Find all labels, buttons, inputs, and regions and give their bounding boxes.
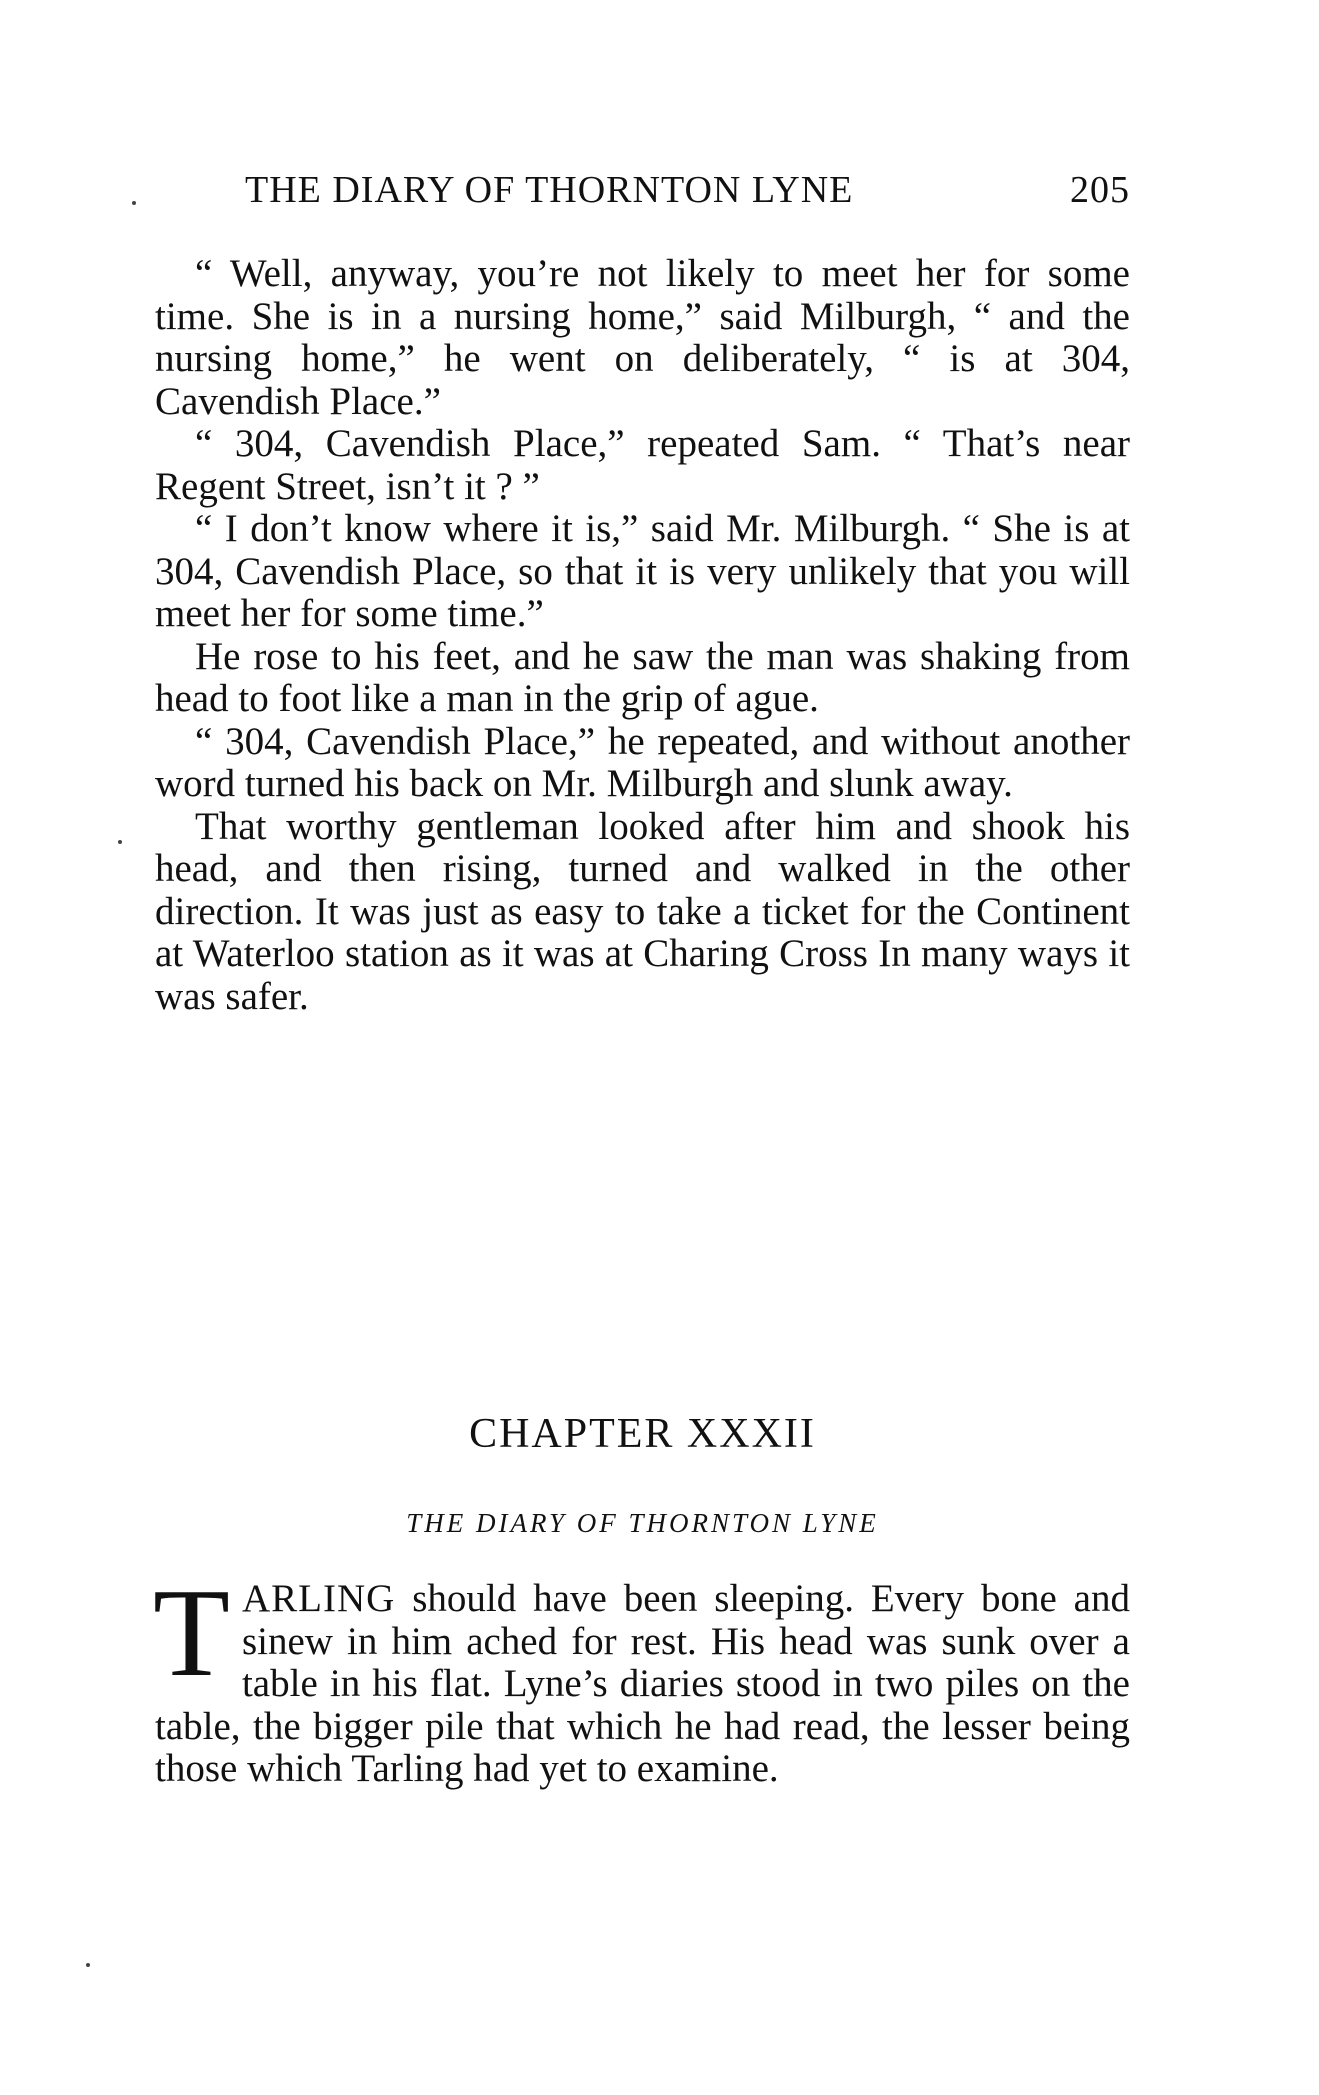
running-head-title: THE DIARY OF THORNTON LYNE bbox=[245, 169, 854, 211]
paragraph: “ 304, Cavendish Place,” he repeated, and without another word turned his back on Mr. Milburgh and slunk away. bbox=[155, 719, 1130, 805]
scan-speck bbox=[118, 840, 122, 844]
paragraph: “ 304, Cavendish Place,” repeated Sam. “ That’s near Regent Street, isn’t it ? ” bbox=[155, 422, 1130, 508]
drop-cap: T bbox=[153, 1564, 230, 1703]
body-text bbox=[155, 253, 1130, 1018]
opening-text: should have been sleeping. Every bone and sinew in him ached for rest. His head was sunk over a table in his flat. Lyne’s diaries stood in two piles on the table, the bigger pile that which he had read, the lesser being those which Tarling had yet to examine. bbox=[155, 1577, 1130, 1790]
scan-speck bbox=[86, 1963, 90, 1967]
paragraph: “ I don’t know where it is,” said Mr. Milburgh. “ She is at 304, Cavendish Place, so that it is very unlikely that you will meet her for some time.” bbox=[155, 507, 1130, 635]
chapter-title: CHAPTER XXXII bbox=[469, 1411, 816, 1457]
paragraph: That worthy gentleman looked after him and shook his head, and then rising, turned and walked in the other direction. It was just as easy to take a ticket for the Continent at Waterloo station as it was at Charing Cross In many ways it was safer. bbox=[155, 804, 1130, 1018]
paragraph: “ Well, anyway, you’re not likely to meet her for some time. She is in a nursing home,” said Milburgh, “ and the nursing home,” he went on deliberately, “ is at 304, Cavendish Place.” bbox=[155, 252, 1130, 423]
running-head bbox=[155, 168, 1130, 218]
chapter-opening-paragraph bbox=[153, 1564, 1130, 1791]
chapter-subtitle: THE DIARY OF THORNTON LYNE bbox=[406, 1508, 879, 1538]
opening-word: ARLING bbox=[241, 1577, 396, 1620]
page-number: 205 bbox=[1070, 169, 1130, 211]
scan-speck bbox=[132, 201, 136, 205]
paragraph: He rose to his feet, and he saw the man was shaking from head to foot like a man in the grip of ague. bbox=[155, 634, 1130, 720]
